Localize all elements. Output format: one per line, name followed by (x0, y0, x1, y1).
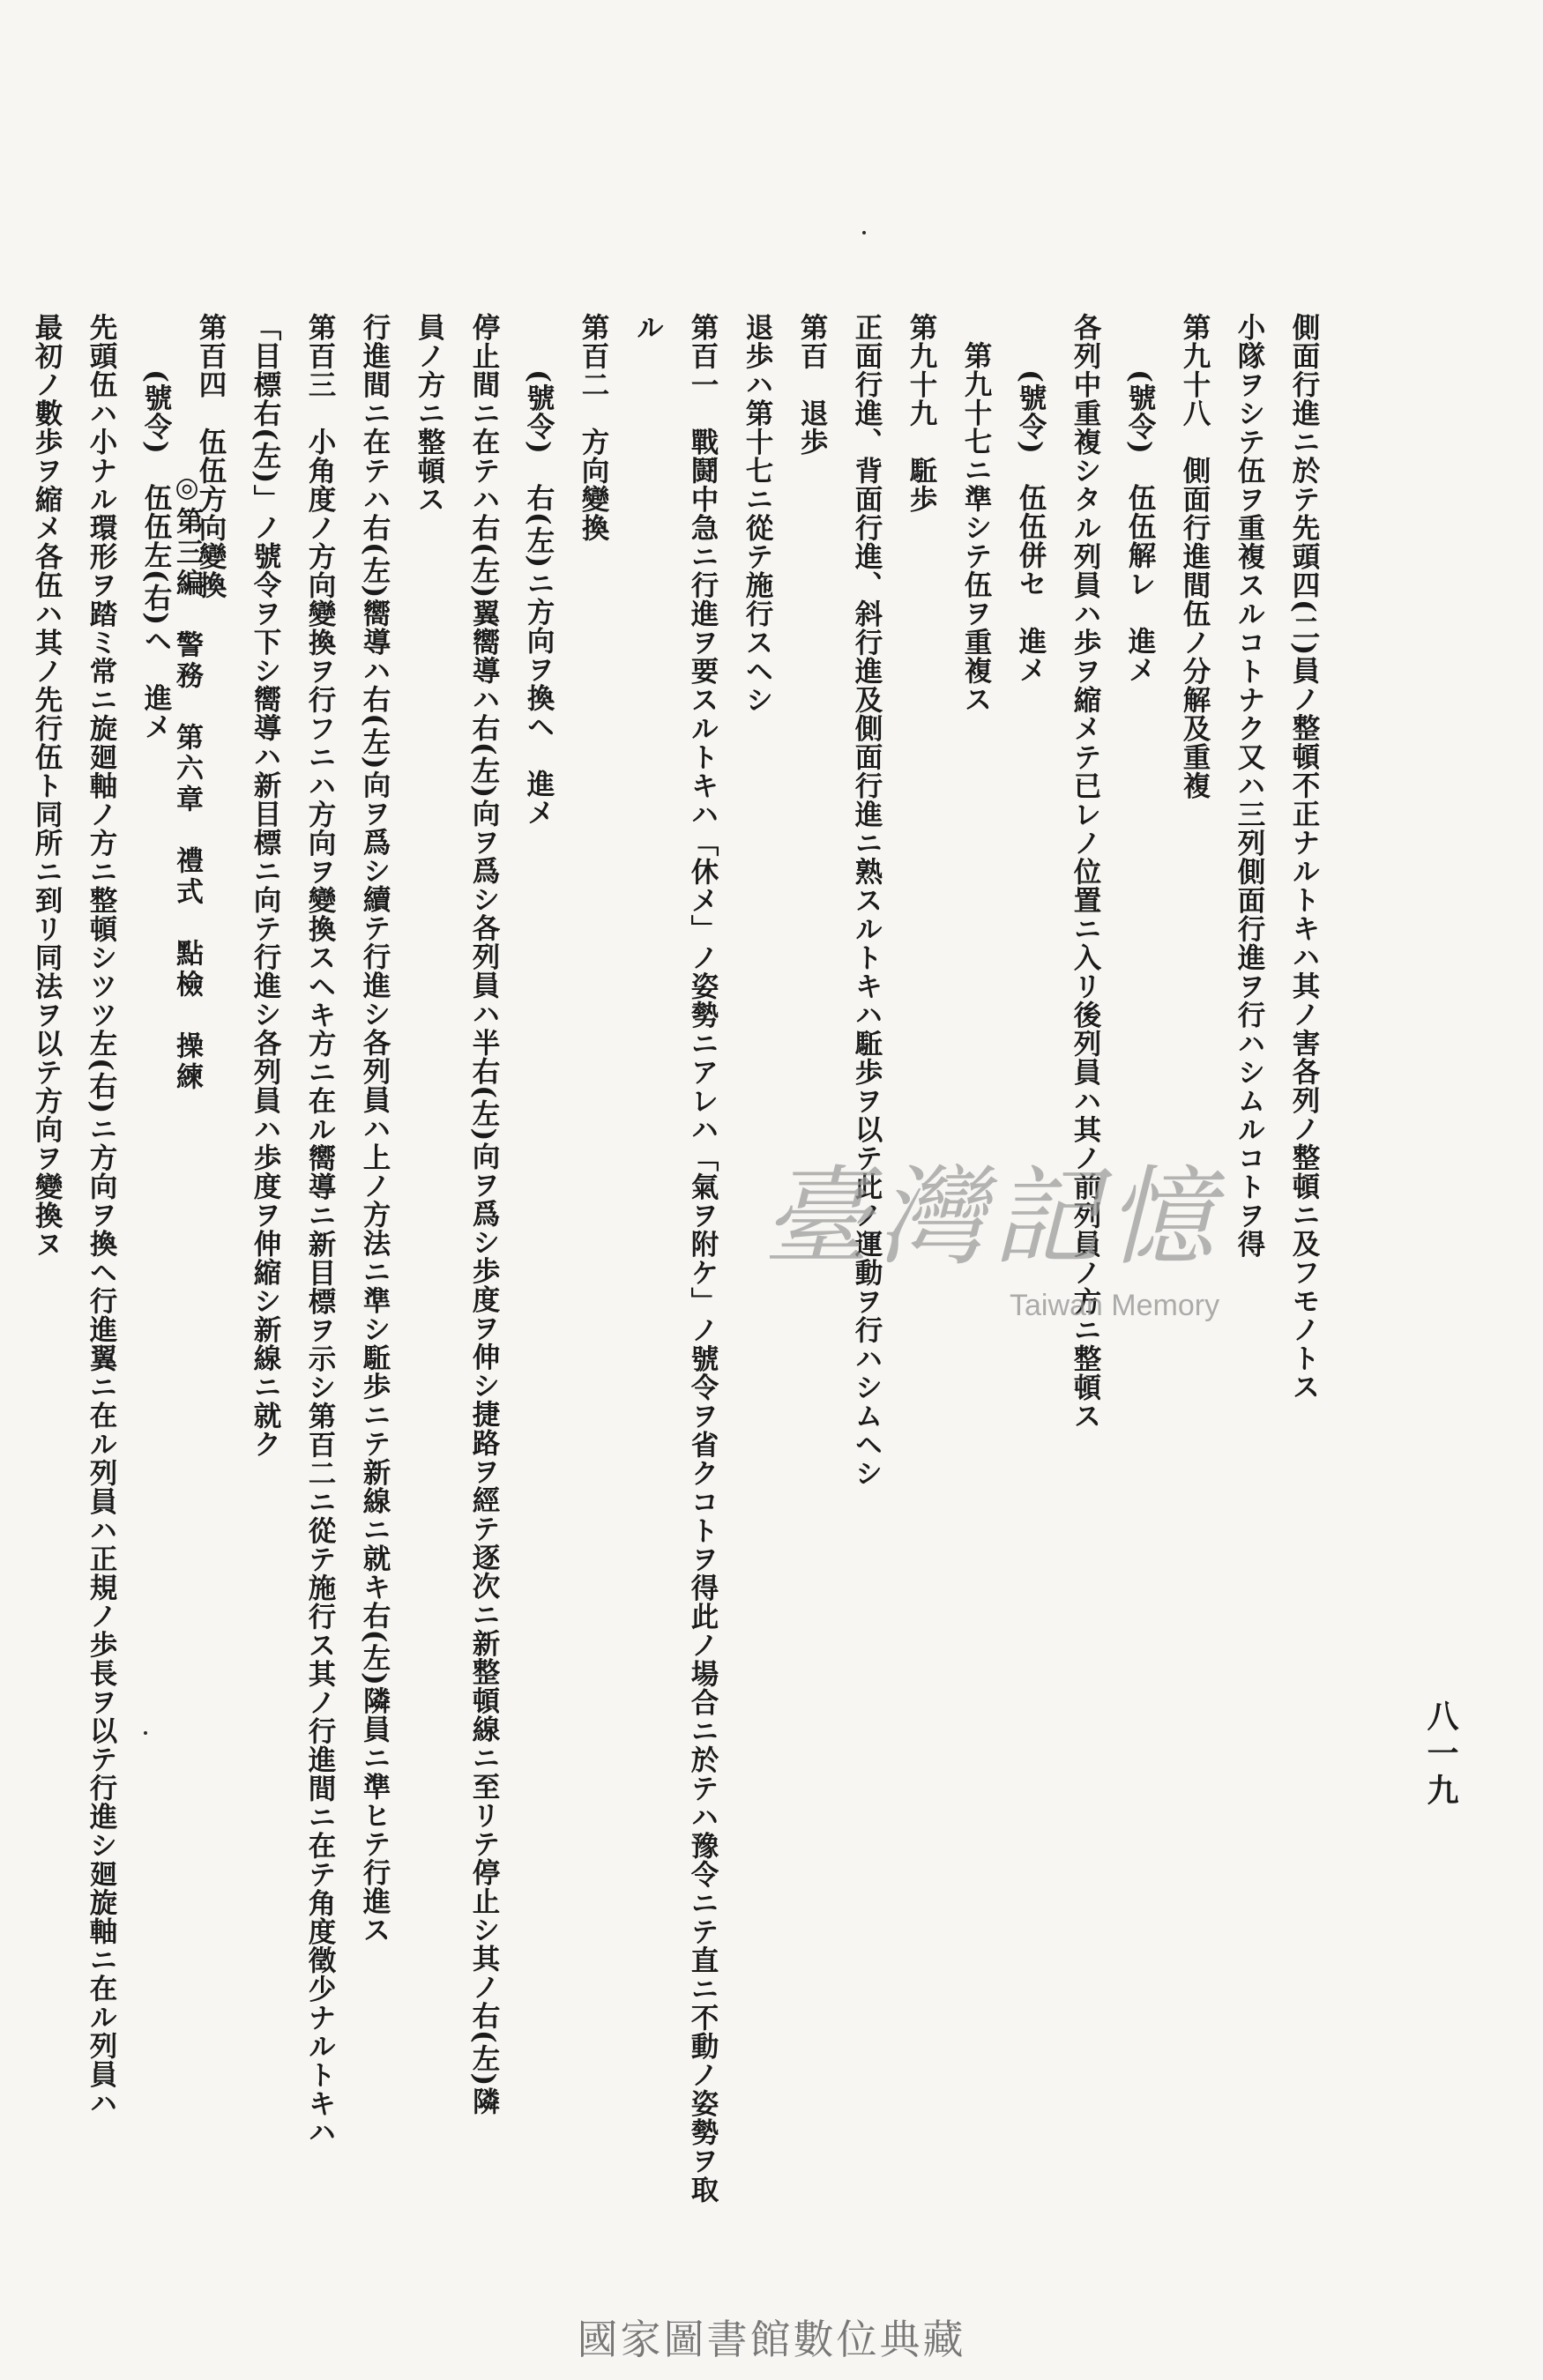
section-heading: 第百二 方向變換 (578, 313, 610, 542)
text-line: 最初ノ數歩ヲ縮メ各伍ハ其ノ先行伍ト同所ニ到リ同法ヲ以テ方向ヲ變換ヌ (31, 313, 63, 1259)
text-line: 停止間ニ在テハ右(左)翼嚮導ハ右(左)向ヲ爲シ各列員ハ半右(左)向ヲ爲シ歩度ヲ伸シ捷路ヲ經テ逐次ニ新整頓線ニ至リテ停止シ其ノ右(左)隣 (468, 313, 501, 2116)
page-number: 八一九 (1422, 1699, 1459, 1811)
text-line: 第九十七ニ準シテ伍ヲ重複ス (960, 341, 993, 714)
watermark-chinese-text: 臺灣記憶 (763, 1155, 1221, 1280)
text-line: 員ノ方ニ整頓ス (414, 313, 446, 514)
text-line: 第百三 小角度ノ方向變換ヲ行フニハ方向ヲ變換スヘキ方ニ在ル嚮導ニ新目標ヲ示シ第百二ニ從テ施行ス其ノ行進間ニ在テ角度徵少ナルトキハ (304, 313, 337, 2146)
speck-mark (862, 231, 866, 234)
command-line: (號令) 右(左)ニ方向ヲ換ヘ 進メ (523, 369, 555, 827)
section-heading: 第九十九 駈歩 (906, 313, 938, 514)
running-head: ◎第三編 警務 第六章 禮式 點檢 操練 (171, 472, 203, 1093)
main-text-column-block (19, 313, 1331, 2204)
command-line: (號令) 伍伍解レ 進メ (1124, 369, 1157, 684)
speck-mark (144, 1731, 147, 1735)
text-line: 「目標右(左)」ノ號令ヲ下シ嚮導ハ新目標ニ向テ行進シ各列員ハ歩度ヲ伸縮シ新線ニ就ク (250, 313, 282, 1459)
library-footer: 國家圖書館數位典藏 (577, 2316, 966, 2363)
text-line: 第百一 戰鬪中急ニ行進ヲ要スルトキハ「休メ」ノ姿勢ニアレハ「氣ヲ附ケ」ノ號令ヲ省クコトヲ得此ノ場合ニ於テハ豫令ニテ直ニ不動ノ姿勢ヲ取 (687, 313, 719, 2204)
watermark-english-text: Taiwan Memory (1010, 1289, 1220, 1322)
text-line: 小隊ヲシテ伍ヲ重複スルコトナク又ハ三列側面行進ヲ行ハシムルコトヲ得 (1234, 313, 1266, 1259)
section-heading: 第百 退歩 (796, 313, 829, 457)
text-line: 行進間ニ在テハ右(左)嚮導ハ右(左)向ヲ爲シ續テ行進シ各列員ハ上ノ方法ニ準シ駈歩ニテ新線ニ就キ右(左)隣員ニ準ヒテ行進ス (359, 313, 391, 1945)
text-line: 正面行進、背面行進、斜行進及側面行進ニ熟スルトキハ駈歩ヲ以テ此ノ運動ヲ行ハシムヘシ (851, 313, 883, 1488)
text-line: 退歩ハ第十七ニ從テ施行スヘシ (742, 313, 774, 714)
command-line: (號令) 伍伍併セ 進メ (1015, 369, 1047, 684)
text-line: 先頭伍ハ小ナル環形ヲ踏ミ常ニ旋廻軸ノ方ニ整頓シツツ左(右)ニ方向ヲ換ヘ行進翼ニ在ル列員ハ正規ノ歩長ヲ以テ行進シ廻旋軸ニ在ル列員ハ (86, 313, 118, 2117)
section-heading: 第九十八 側面行進間伍ノ分解及重複 (1179, 313, 1211, 800)
text-line: 各列中重複シタル列員ハ歩ヲ縮メテ已レノ位置ニ入リ後列員ハ其ノ前列員ノ方ニ整頓ス (1070, 313, 1102, 1431)
section-heading: 第百四 伍伍方向變換 (195, 313, 227, 599)
text-line: 側面行進ニ於テ先頭四(二)員ノ整頓不正ナルトキハ其ノ害各列ノ整頓ニ及フモノトス (1288, 313, 1321, 1402)
command-line: (號令) 伍伍左(右)ヘ 進メ (140, 369, 173, 741)
text-line: ル (632, 313, 665, 342)
